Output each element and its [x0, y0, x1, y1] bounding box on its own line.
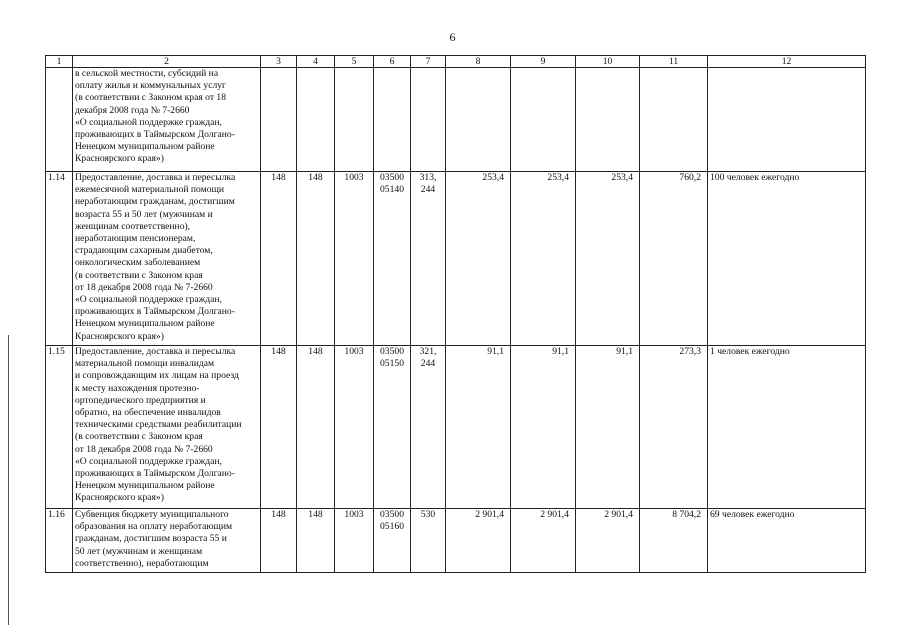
- cell-col8: 253,4: [446, 172, 511, 346]
- cell-col3: 148: [261, 172, 297, 346]
- budget-table: [45, 55, 866, 573]
- header-cell: 12: [708, 56, 866, 68]
- cell-col5: 1003: [335, 509, 374, 573]
- cell-col10: 91,1: [576, 346, 640, 509]
- header-cell: 3: [261, 56, 297, 68]
- cell-col5: 1003: [335, 346, 374, 509]
- header-cell: 11: [640, 56, 708, 68]
- cell-col5: [335, 68, 374, 172]
- header-cell: 5: [335, 56, 374, 68]
- row-description: Субвенция бюджету муниципального образования на оплату неработающим гражданам, достигшим возраста 55 и 50 лет (мужчинам и женщинам соответственно), неработающим: [73, 509, 261, 573]
- header-cell: 1: [46, 56, 73, 68]
- cell-col12: [708, 68, 866, 172]
- cell-col11: 760,2: [640, 172, 708, 346]
- cell-col4: 148: [297, 509, 335, 573]
- row-number: 1.15: [46, 346, 73, 509]
- margin-line: [8, 335, 9, 625]
- row-description: Предоставление, доставка и пересылка ежемесячной материальной помощи неработающим гражданам, достигшим возраста 55 и 50 лет (мужчинам и женщинам соответственно), неработающим пенсионерам, страдающим сахарным диабетом, онкологическим заболеванием (в соответствии с Законом края от 18 декабря 2008 года № 7-2660 «О социальной поддержке граждан, проживающих в Таймырском Долгано- Ненецком муниципальном районе Красноярского края»): [73, 172, 261, 346]
- cell-col6: 03500 05140: [374, 172, 411, 346]
- header-row: [46, 56, 866, 68]
- row-number: 1.14: [46, 172, 73, 346]
- cell-col5: 1003: [335, 172, 374, 346]
- table-row: [46, 509, 866, 573]
- cell-col7: 530: [411, 509, 446, 573]
- header-cell: 6: [374, 56, 411, 68]
- cell-col8: 91,1: [446, 346, 511, 509]
- header-cell: 2: [73, 56, 261, 68]
- cell-col3: [261, 68, 297, 172]
- cell-col10: 2 901,4: [576, 509, 640, 573]
- cell-col3: 148: [261, 346, 297, 509]
- cell-col6: 03500 05160: [374, 509, 411, 573]
- cell-col6: 03500 05150: [374, 346, 411, 509]
- header-cell: 8: [446, 56, 511, 68]
- cell-col11: [640, 68, 708, 172]
- cell-col7: 313, 244: [411, 172, 446, 346]
- table-row: [46, 172, 866, 346]
- cell-col4: [297, 68, 335, 172]
- cell-col9: 91,1: [511, 346, 576, 509]
- row-number: 1.16: [46, 509, 73, 573]
- row-description: Предоставление, доставка и пересылка материальной помощи инвалидам и сопровождающим их лицам на проезд к месту нахождения протезно- ортопедического предприятия и обратно, на обеспечение инвалидов техническими средствами реабилитации (в соответствии с Законом края от 18 декабря 2008 года № 7-2660 «О социальной поддержке граждан, проживающих в Таймырском Долгано- Ненецком муниципальном районе Красноярского края»): [73, 346, 261, 509]
- table-row: [46, 346, 866, 509]
- cell-col12: 1 человек ежегодно: [708, 346, 866, 509]
- header-cell: 7: [411, 56, 446, 68]
- table-row: [46, 68, 866, 172]
- cell-col12: 69 человек ежегодно: [708, 509, 866, 573]
- header-cell: 4: [297, 56, 335, 68]
- cell-col9: [511, 68, 576, 172]
- cell-col4: 148: [297, 346, 335, 509]
- cell-col8: [446, 68, 511, 172]
- cell-col4: 148: [297, 172, 335, 346]
- cell-col8: 2 901,4: [446, 509, 511, 573]
- cell-col12: 100 человек ежегодно: [708, 172, 866, 346]
- cell-col10: [576, 68, 640, 172]
- page-number: 6: [449, 30, 456, 44]
- cell-col3: 148: [261, 509, 297, 573]
- cell-col7: [411, 68, 446, 172]
- header-cell: 10: [576, 56, 640, 68]
- row-number: [46, 68, 73, 172]
- cell-col11: 8 704,2: [640, 509, 708, 573]
- cell-col10: 253,4: [576, 172, 640, 346]
- row-description: в сельской местности, субсидий на оплату жилья и коммунальных услуг (в соответствии с Законом края от 18 декабря 2008 года № 7-2660 «О социальной поддержке граждан, проживающих в Таймырском Долгано- Ненецком муниципальном районе Красноярского края»): [73, 68, 261, 172]
- cell-col7: 321, 244: [411, 346, 446, 509]
- cell-col11: 273,3: [640, 346, 708, 509]
- header-cell: 9: [511, 56, 576, 68]
- cell-col9: 253,4: [511, 172, 576, 346]
- cell-col9: 2 901,4: [511, 509, 576, 573]
- cell-col6: [374, 68, 411, 172]
